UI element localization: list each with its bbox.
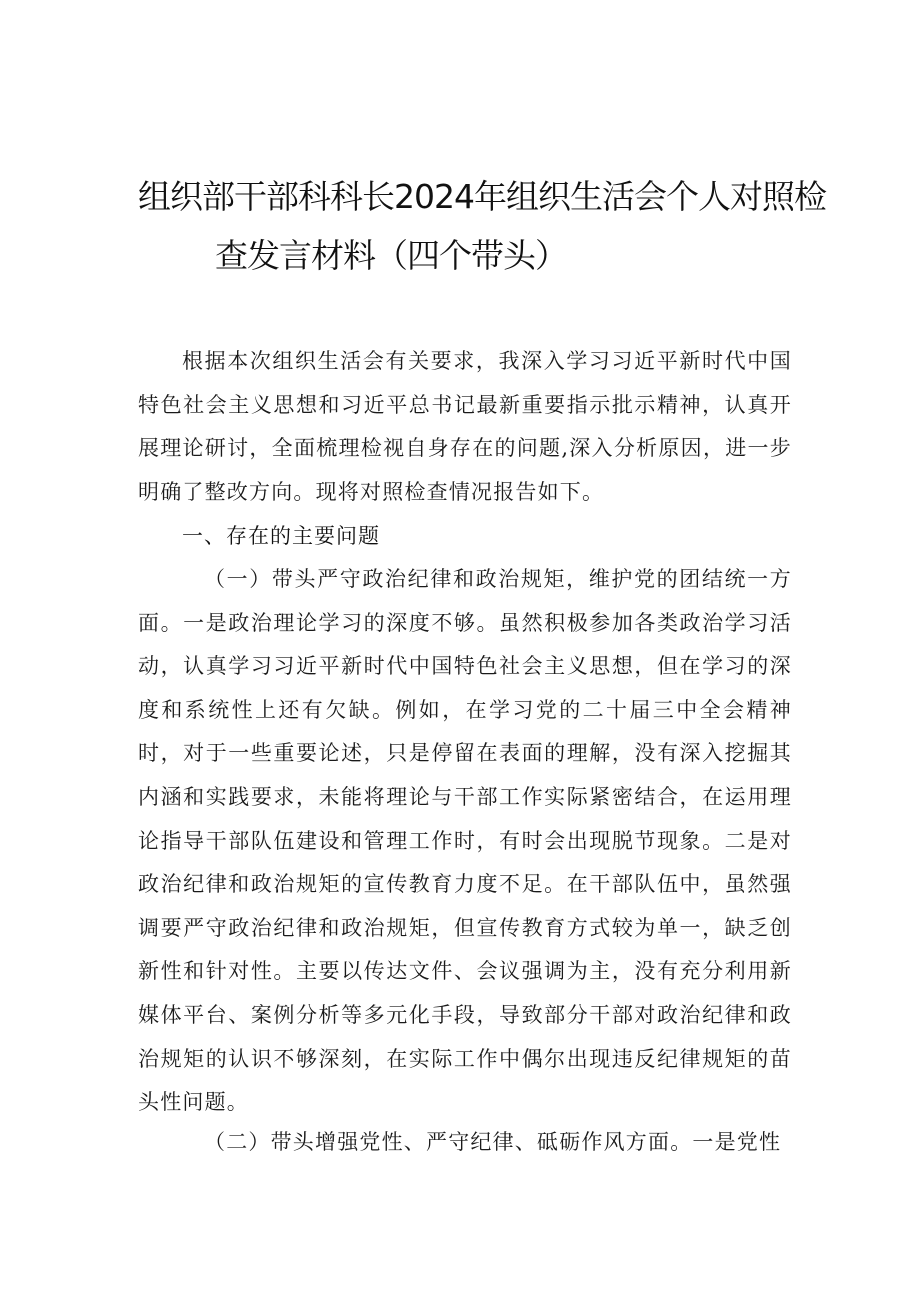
document-title-line-2: 查发言材料（四个带头） [215, 236, 567, 275]
intro-paragraph: 根据本次组织生活会有关要求，我深入学习习近平新时代中国特色社会主义思想和习近平总书记最新重要指示批示精神，认真开展理论研讨，全面梳理检视自身存在的问题,深入分析原因，进一步明确了整改方向。现将对照检查情况报告如下。 [138, 349, 792, 504]
body-paragraph-continued: （二）带头增强党性、严守纪律、砥砺作风方面。一是党性 [204, 1130, 782, 1154]
section-heading: 一、存在的主要问题 [182, 524, 380, 548]
body-paragraph: （一）带头严守政治纪律和政治规矩，维护党的团结统一方面。一是政治理论学习的深度不够。虽然积极参加各类政治学习活动，认真学习习近平新时代中国特色社会主义思想，但在学习的深度和系统性上还有欠缺。例如，在学习党的二十届三中全会精神时，对于一些重要论述，只是停留在表面的理解，没有深入挖掘其内涵和实践要求，未能将理论与干部工作实际紧密结合，在运用理论指导干部队伍建设和管理工作时，有时会出现脱节现象。二是对政治纪律和政治规矩的宣传教育力度不足。在干部队伍中，虽然强调要严守政治纪律和政治规矩，但宣传教育方式较为单一，缺乏创新性和针对性。主要以传达文件、会议强调为主，没有充分利用新媒体平台、案例分析等多元化手段，导致部分干部对政治纪律和政治规矩的认识不够深刻，在实际工作中偶尔出现违反纪律规矩的苗头性问题。 [138, 567, 792, 1115]
document-title-line-1: 组织部干部科科长2024年组织生活会个人对照检 [138, 177, 826, 216]
